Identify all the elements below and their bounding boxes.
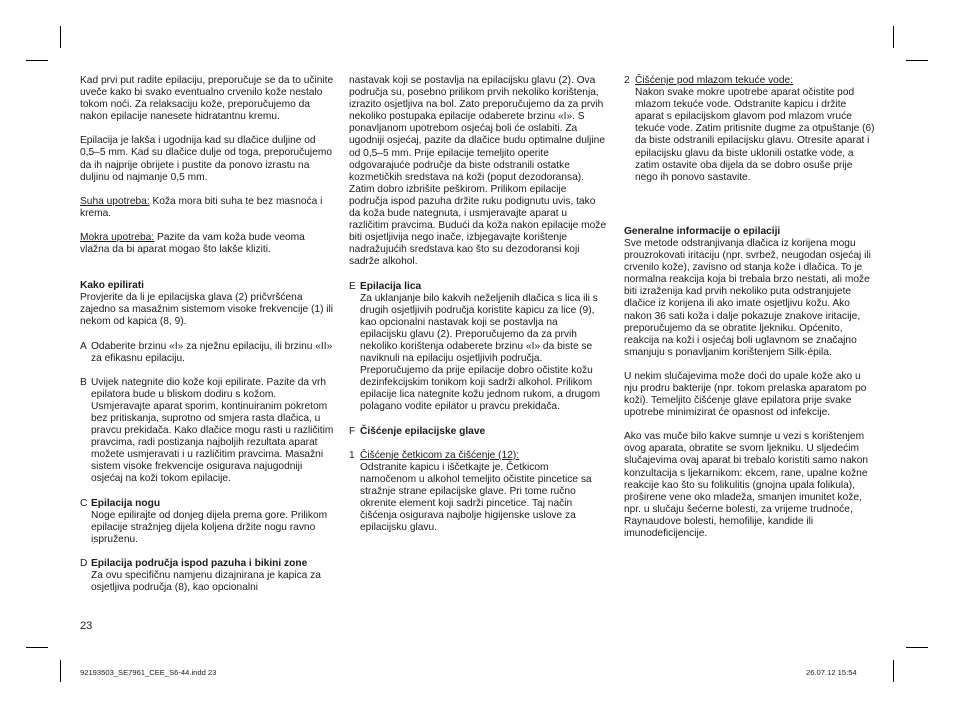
crop-mark xyxy=(26,647,48,648)
step-letter: C xyxy=(80,497,88,509)
crop-mark xyxy=(893,660,894,682)
underarm-continued-text: nastavak koji se postavlja na epilacijsku glavu (2). Ova područja su, posebno prilikom prvih nekoliko korištenja, izrazito osjetljiva na bol. Zato preporučujemo da za prvih nekoliko postupaka epilacije odaberete brzinu «I». S ponavljanom upotrebom osjećaj boli će oslabiti. Za ugodniji osjećaj, pazite da dlačice budu optimalne duljine od 0,5–5 mm. Prije epilacije temeljito operite odgovarajuće područje da biste odstranili ostatke kozmetičkih sredstava na koži (poput dezodoransa). Zatim dobro izbrišite peškirom. Prilikom epilacije područja ispod pazuha držite ruku podignutu uvis, tako da koža bude nategnuta, i usmjeravajte aparat u različitim pravcima. Budući da koža nakon epilacije može biti osjetljivija nego inače, izbjegavajte korištenje nadražujućih sredstava kao što su dezodoransi koji sadrže alkohol. xyxy=(349,75,607,268)
step-b xyxy=(80,377,334,486)
step-f xyxy=(349,426,607,438)
face-epilation-heading: Epilacija lica xyxy=(360,280,422,292)
cleaning-step-2 xyxy=(624,75,876,184)
crop-mark xyxy=(906,647,928,648)
footer-file-slug: 92193503_SE7961_CEE_S6-44.indd 23 xyxy=(80,668,217,677)
dry-use-text: Koža mora biti suha te bez masnoća i krema. xyxy=(80,195,323,219)
step-letter: B xyxy=(80,376,87,388)
crop-mark xyxy=(893,26,894,48)
leg-epilation-heading: Epilacija nogu xyxy=(91,497,161,509)
footer-date: 26.07.12 15:54 xyxy=(806,668,857,677)
wet-use-label: Mokra upotreba: xyxy=(80,231,155,243)
crop-mark xyxy=(60,26,61,48)
intro-paragraph: Kad prvi put radite epilaciju, preporučuje se da to učinite uveče kako bi svako eventualno crvenilo kože nestalo tokom noći. Za relaksaciju kože, preporučujemo da nakon epilacije nanesete hidratantnu kremu. xyxy=(80,75,334,123)
step-letter: E xyxy=(349,280,356,292)
step-text: Uvijek nategnite dio kože koji epilirate. Pazite da vrh epilatora bude u bliskom dodiru s kožom. Usmjeravajte aparat sporim, kontinuiranim pokretom bez pritiskanja, suprotno od smjera rasta dlačica, u pravcu prekidača. Kako dlačice mogu rasti u različitim pravcima, radi postizanja najboljih rezultata aparat možete usmjeravati i u različitim pravcima. Masažni sistem visoke frekvencije osigurava najugodniji osjećaj na koži tokom epilacije. xyxy=(91,376,334,485)
cleaning-heading: Čišćenje epilacijske glave xyxy=(360,425,486,437)
column-middle xyxy=(349,75,607,534)
step-letter: D xyxy=(80,557,88,569)
general-info-text: Sve metode odstranjivanja dlačica iz korijena mogu prouzrokovati iritaciju (npr. svrbež, neugodan osjećaj ili crvenilo kože), zavisno od stanja kože i dlačica. To je normalna reakcija koja bi trebala brzo nestati, ali može biti izraženija kad prvih nekoliko puta odstranjujete dlačice iz korijena ili ako imate osjetljivu kožu. Ako nakon 36 sati koža i dalje pokazuje znakove iritacije, preporučujemo da se obratite ljekniku. Općenito, reakcija na koži i osjećaj boli uglavnom se značajno smanjuju s ponavljanim korištenjem Silk·épila. xyxy=(624,237,871,358)
step-a xyxy=(80,341,334,365)
general-info-heading: Generalne informacije o epilaciji xyxy=(624,225,781,237)
wet-use-text: Pazite da vam koža bude veoma vlažna da bi aparat mogao što lakše kliziti. xyxy=(80,231,305,256)
doubt-paragraph: Ako vas muče bilo kakve sumnje u vezi s korištenjem ovog aparata, obratite se svom ljekniku. U sljedećim slučajevima ovaj aparat bi trebalo koristiti samo nakon konzultacija s ljekarnikom: ekcem, rane, upalne kožne reakcije kao što su folikulitis (gnojna upala folikula), proširene vene oko mladeža, smanjen imunitet kože, npr. u slučaju šećerne bolesti, za vrijeme trudnoće, Raynaudove bolesti, hemofilije, kandide ili imunodeficijencije. xyxy=(624,431,869,539)
step-number: 2 xyxy=(624,75,630,86)
underarm-bikini-heading: Epilacija područja ispod pazuha i bikini zone xyxy=(91,557,308,569)
step-text: Odaberite brzinu «I» za nježnu epilaciju, ili brzinu «II» za efikasnu epilaciju. xyxy=(91,340,333,364)
step-text: Nakon svake mokre upotrebe aparat očistite pod mlazom tekuće vode. Odstranite kapicu i držite aparat s epilacijskom glavom pod mlazom vruće tekuće vode. Zatim pritisnite dugme za otpuštanje (6) da biste odstranili epilacijsku glavu. Otresite aparat i epilacijsku glavu da biste uklonili ostatke vode, a zatim ostavite oba dijela da se dobro osuše prije nego ih ponovo sastavite. xyxy=(635,87,875,183)
step-text: Noge epilirajte od donjeg dijela prema gore. Prilikom epilacije stražnjeg dijela koljena držite nogu ravno ispruženu. xyxy=(91,509,328,545)
column-right xyxy=(624,75,876,540)
page-number: 23 xyxy=(80,620,93,632)
crop-mark xyxy=(60,660,61,682)
step-text: Za ovu specifičnu namjenu dizajnirana je kapica za osjetljiva područja (8), kao opcionalni xyxy=(91,570,321,594)
step-c xyxy=(80,498,334,546)
step-number: 1 xyxy=(349,449,355,461)
brush-cleaning-title: Čišćenje četkicom za čišćenje (12): xyxy=(360,449,520,461)
step-d xyxy=(80,558,334,594)
hair-length-paragraph: Epilacija je lakša i ugodnija kad su dlačice duljine od 0,5–5 mm. Kad su dlačice dulje od toga, preporučujemo da ih najprije obrijete i pustite da ponovo izrastu na duljinu od najmanje 0,5 mm. xyxy=(80,135,333,183)
crop-mark xyxy=(26,60,48,61)
how-to-epilate-text: Provjerite da li je epilacijska glava (2) pričvršćena zajedno sa masažnim sistemom visoke frekvencije (1) ili nekom od kapica (8, 9). xyxy=(80,292,334,328)
cleaning-step-1 xyxy=(349,450,607,535)
dry-use-paragraph xyxy=(80,196,334,220)
step-letter: F xyxy=(349,425,356,437)
step-text: Odstranite kapicu i iščetkajte je. Četkicom namočenom u alkohol temeljito očistite pincetice sa stražnje strane epilacijske glave. Pri tome ručno okrenite element koji sadrži pincetice. Taj način čišćenja osigurava najbolje higijenske uslove za epilacijsku glavu. xyxy=(360,461,592,534)
dry-use-label: Suha upotreba: xyxy=(80,195,150,207)
step-text: Za uklanjanje bilo kakvih neželjenih dlačica s lica ili s drugih osjetljivih područja koristite kapicu za lice (9), kao opcionalni nastavak koji se postavlja na epilacijsku glavu (2). Preporučujemo da za prvih nekoliko korištenja odaberete brzinu «I» da biste se naviknuli na epilaciju osjetljivih područja. Preporučujemo da prije epilacije dobro očistite kožu dezinfekcijskim tonikom koji sadrži alkohol. Prilikom epilacije lica nategnite kožu jednom rukom, a drugom polagano vodite epilator u pravcu prekidača. xyxy=(360,292,601,413)
step-letter: A xyxy=(80,340,87,352)
wet-use-paragraph xyxy=(80,232,334,256)
how-to-epilate-heading: Kako epilirati xyxy=(80,280,144,292)
crop-mark xyxy=(906,60,928,61)
water-cleaning-title: Čišćenje pod mlazom tekuće vode: xyxy=(635,75,793,86)
step-e xyxy=(349,281,607,414)
infection-paragraph: U nekim slučajevima može doći do upale kože ako u nju prodru bakterije (npr. tokom prelaska aparatom po koži). Temeljito čišćenje glave epilatora prije svake upotrebe minimizirat će opasnost od infekcije. xyxy=(624,370,867,419)
column-left xyxy=(80,75,334,594)
